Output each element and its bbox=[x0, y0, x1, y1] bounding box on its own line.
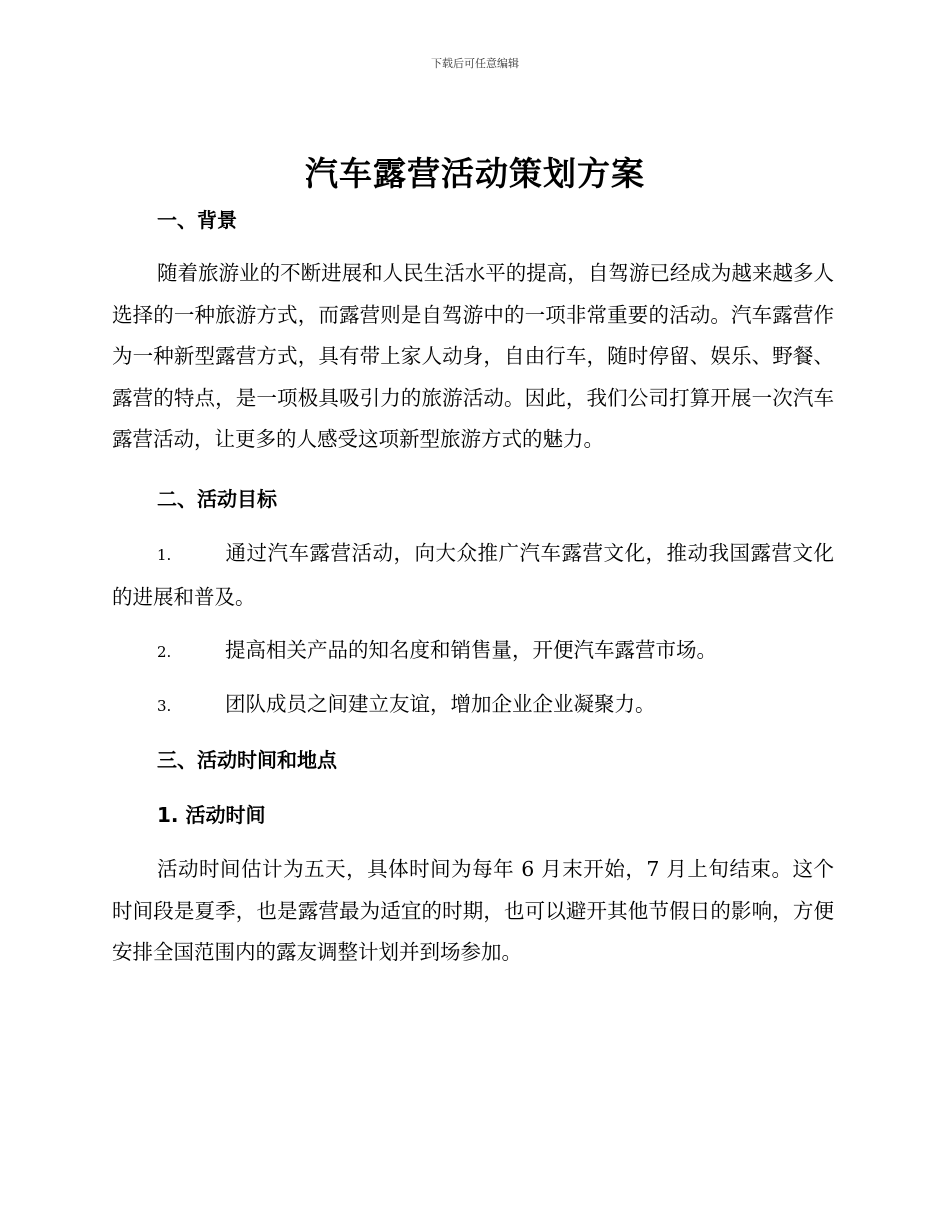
header-note: 下载后可任意编辑 bbox=[431, 57, 519, 70]
goal-text: 团队成员之间建立友谊，增加企业企业凝聚力。 bbox=[225, 692, 656, 716]
goal-text: 通过汽车露营活动，向大众推广汽车露营文化，推动我国露营文化的进展和普及。 bbox=[112, 541, 834, 609]
goal-list-item bbox=[112, 533, 834, 618]
document-title: 汽车露营活动策划方案 bbox=[305, 154, 645, 193]
section-heading-time-place: 三、活动时间和地点 bbox=[157, 748, 337, 772]
goal-number: 2. bbox=[157, 643, 172, 661]
goal-text: 提高相关产品的知名度和销售量，开便汽车露营市场。 bbox=[225, 638, 717, 662]
goal-number: 1. bbox=[157, 546, 172, 564]
goal-list-item bbox=[112, 684, 834, 728]
sub-heading-activity-time: 1. 活动时间 bbox=[157, 803, 266, 827]
section-heading-goals: 二、活动目标 bbox=[157, 487, 277, 511]
background-paragraph: 随着旅游业的不断进展和人民生活水平的提高，自驾游已经成为越来越多人选择的一种旅游方式，而露营则是自驾游中的一项非常重要的活动。汽车露营作为一种新型露营方式，具有带上家人动身，自由行车，随时停留、娱乐、野餐、露营的特点，是一项极具吸引力的旅游活动。因此，我们公司打算开展一次汽车露营活动，让更多的人感受这项新型旅游方式的魅力。 bbox=[112, 261, 834, 451]
activity-time-paragraph: 活动时间估计为五天，具体时间为每年 6 月末开始，7 月上旬结束。这个时间段是夏季，也是露营最为适宜的时期，也可以避开其他节假日的影响，方便安排全国范围内的露友调整计划并到场参加。 bbox=[112, 857, 834, 964]
section-heading-background: 一、背景 bbox=[157, 208, 237, 232]
goal-list-item bbox=[112, 630, 834, 674]
goal-number: 3. bbox=[157, 697, 172, 715]
